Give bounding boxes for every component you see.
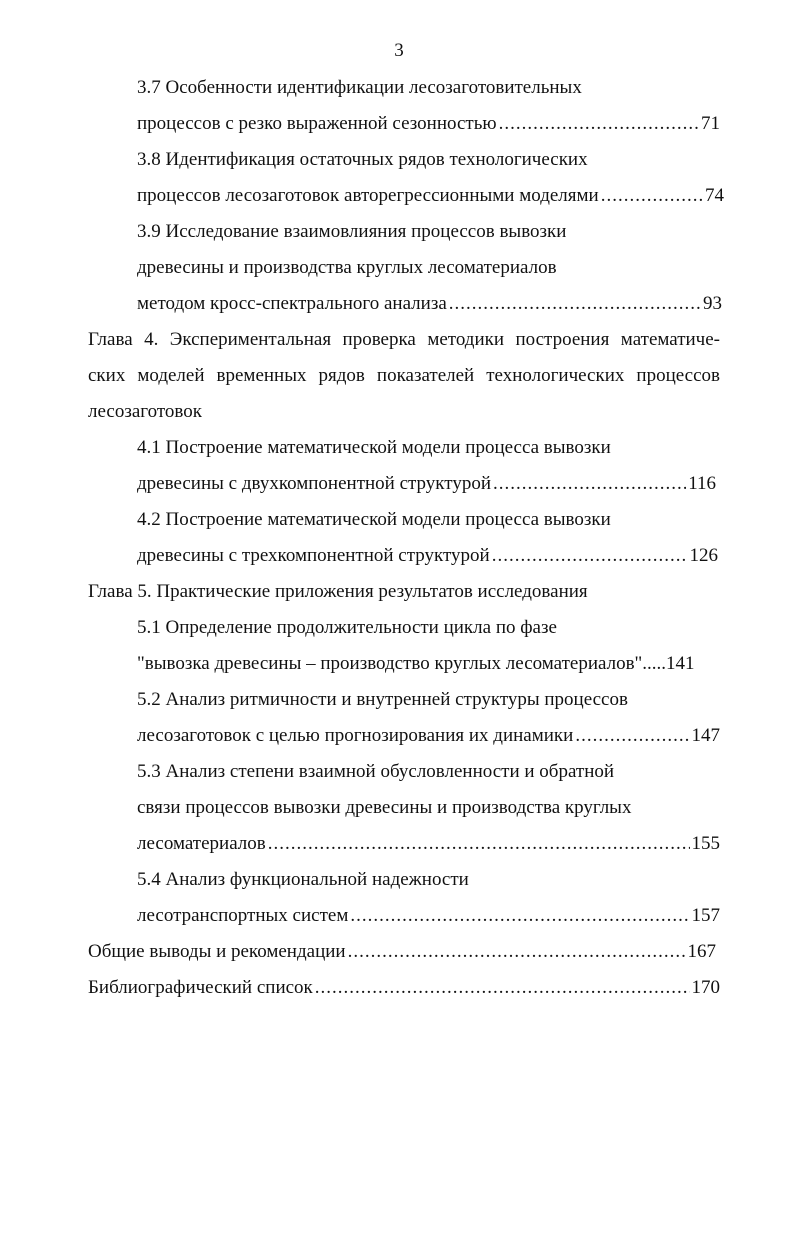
toc-page-number: 71 [701,113,720,134]
dot-leader [492,544,688,568]
dot-leader [601,184,703,208]
toc-chapter-4-line-3: лесозаготовок [88,401,202,422]
dot-leader [493,472,686,496]
toc-chapter-4-line-1: Глава 4. Экспериментальная проверка методики построения математиче- [88,329,720,350]
toc-5-1-line-1: 5.1 Определение продолжительности цикла по фазе [137,617,557,638]
toc-5-4-line-1: 5.4 Анализ функциональной надежности [137,869,469,890]
toc-4-2-line-1: 4.2 Построение математической модели процесса вывозки [137,509,611,530]
toc-page-number: 147 [691,725,720,746]
dot-leader [449,292,701,316]
toc-chapter-4-line-2: ских моделей временных рядов показателей технологических процессов [88,365,720,386]
toc-3-9-line-2: древесины и производства круглых лесоматериалов [137,257,557,278]
toc-page-number: 93 [703,293,722,314]
toc-3-8-line-2 [137,184,724,208]
toc-5-4-line-2 [137,904,720,928]
dot-leader [575,724,689,748]
toc-entry-text: процессов с резко выраженной сезонностью [137,113,497,134]
dot-leader [350,904,689,928]
toc-page-number: 157 [691,905,720,926]
toc-chapter-5: Глава 5. Практические приложения результатов исследования [88,581,588,602]
toc-entry-text: лесотранспортных систем [137,905,349,926]
toc-page-number: 126 [689,545,718,566]
toc-5-2-line-1: 5.2 Анализ ритмичности и внутренней структуры процессов [137,689,628,710]
toc-bibliography [88,976,720,1000]
toc-5-1-line-2: "вывозка древесины – производство круглых лесоматериалов".....141 [137,653,695,674]
toc-entry-text: процессов лесозаготовок авторегрессионными моделями [137,185,599,206]
toc-entry-text: древесины с двухкомпонентной структурой [137,473,491,494]
toc-entry-text: методом кросс-спектрального анализа [137,293,447,314]
toc-page-number: 116 [688,473,716,494]
toc-5-3-line-3 [137,832,720,856]
toc-page-number: 74 [705,185,724,206]
toc-page-number: 155 [691,833,720,854]
toc-entry-text: Библиографический список [88,977,313,998]
toc-5-3-line-2: связи процессов вывозки древесины и производства круглых [137,797,632,818]
page-number: 3 [394,40,404,61]
dot-leader [315,976,690,1000]
toc-entry-text: Общие выводы и рекомендации [88,941,346,962]
toc-3-9-line-1: 3.9 Исследование взаимовлияния процессов вывозки [137,221,567,242]
toc-entry-text: лесозаготовок с целью прогнозирования их динамики [137,725,574,746]
toc-entry-text: древесины с трехкомпонентной структурой [137,545,490,566]
toc-4-1-line-2 [137,472,716,496]
dot-leader [499,112,699,136]
toc-4-1-line-1: 4.1 Построение математической модели процесса вывозки [137,437,611,458]
toc-5-3-line-1: 5.3 Анализ степени взаимной обусловленности и обратной [137,761,615,782]
toc-conclusions [88,940,716,964]
toc-3-7-line-1: 3.7 Особенности идентификации лесозаготовительных [137,77,582,98]
dot-leader [348,940,686,964]
toc-3-9-line-3 [137,292,722,316]
toc-page-number: 167 [687,941,716,962]
toc-5-2-line-2 [137,724,720,748]
toc-3-8-line-1: 3.8 Идентификация остаточных рядов технологических [137,149,588,170]
toc-page-number: 170 [691,977,720,998]
toc-entry-text: лесоматериалов [137,833,266,854]
toc-4-2-line-2 [137,544,718,568]
toc-3-7-line-2 [137,112,720,136]
dot-leader [268,832,690,856]
